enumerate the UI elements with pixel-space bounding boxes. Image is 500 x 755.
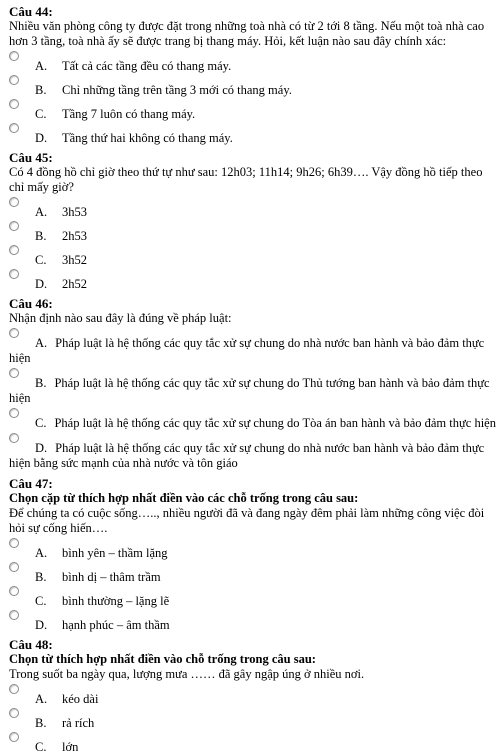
radio-button[interactable] xyxy=(9,684,19,694)
answer-option[interactable] xyxy=(9,51,496,73)
option-letter: B. xyxy=(35,376,47,390)
option-text: rả rích xyxy=(62,716,95,730)
radio-button[interactable] xyxy=(9,123,19,133)
option-letter: C. xyxy=(35,416,47,430)
question-title: Câu 46: xyxy=(9,296,53,311)
option-text: bình thường – lặng lẽ xyxy=(62,594,170,608)
option-letter: B. xyxy=(35,716,47,730)
question-stem: Để chúng ta có cuộc sống….., nhiều người đã và đang ngày đêm phải làm những công việc đòi hỏi sự cống hiến…. xyxy=(9,506,485,535)
question-stem: Nhận định nào sau đây là đúng về pháp luật: xyxy=(9,311,232,325)
answer-option[interactable] xyxy=(9,123,496,145)
radio-button[interactable] xyxy=(9,368,19,378)
option-letter: A. xyxy=(35,546,48,560)
option-text: 2h53 xyxy=(62,229,87,243)
option-letter: B. xyxy=(35,570,47,584)
option-text: Chỉ những tầng trên tầng 3 mới có thang máy. xyxy=(62,83,292,97)
radio-button[interactable] xyxy=(9,708,19,718)
answer-option[interactable] xyxy=(9,610,496,632)
option-text: 3h53 xyxy=(62,205,87,219)
option-letter: C. xyxy=(35,594,47,608)
radio-button[interactable] xyxy=(9,221,19,231)
option-letter: B. xyxy=(35,83,47,97)
option-letter: C. xyxy=(35,740,47,754)
answer-option[interactable] xyxy=(9,684,496,706)
option-text: Tầng 7 luôn có thang máy. xyxy=(62,107,196,121)
answer-option[interactable] xyxy=(9,586,496,608)
question-instruction: Chọn từ thích hợp nhất điền vào chỗ trống trong câu sau: xyxy=(9,652,316,666)
radio-button[interactable] xyxy=(9,99,19,109)
option-text: Pháp luật là hệ thống các quy tắc xử sự chung do nhà nước ban hành và bảo đảm thực hiện xyxy=(9,336,485,365)
radio-button[interactable] xyxy=(9,51,19,61)
option-text: Tầng thứ hai không có thang máy. xyxy=(62,131,233,145)
option-letter: B. xyxy=(35,229,47,243)
question-block xyxy=(9,150,496,291)
option-letter: A. xyxy=(35,59,48,73)
option-text: Pháp luật là hệ thống các quy tắc xử sự chung do Tòa án ban hành và bảo đảm thực hiện xyxy=(54,416,496,430)
radio-button[interactable] xyxy=(9,328,19,338)
option-text: 3h52 xyxy=(62,253,87,267)
answer-option[interactable] xyxy=(9,221,496,243)
option-text: kéo dài xyxy=(62,692,99,706)
radio-button[interactable] xyxy=(9,610,19,620)
radio-button[interactable] xyxy=(9,562,19,572)
option-text: Tất cả các tầng đều có thang máy. xyxy=(62,59,232,73)
question-stem: Có 4 đồng hồ chỉ giờ theo thứ tự như sau: 12h03; 11h14; 9h26; 6h39…. Vậy đồng hồ tiếp theo chỉ mấy giờ? xyxy=(9,165,483,194)
radio-button[interactable] xyxy=(9,732,19,742)
question-block xyxy=(9,4,496,145)
answer-option[interactable] xyxy=(9,75,496,97)
answer-option[interactable] xyxy=(9,562,496,584)
radio-button[interactable] xyxy=(9,538,19,548)
option-text: hạnh phúc – âm thầm xyxy=(62,618,170,632)
radio-button[interactable] xyxy=(9,75,19,85)
answer-option[interactable] xyxy=(9,732,496,754)
radio-button[interactable] xyxy=(9,245,19,255)
question-block xyxy=(9,296,496,471)
question-title: Câu 47: xyxy=(9,476,53,491)
answer-option[interactable] xyxy=(9,328,496,366)
radio-button[interactable] xyxy=(9,197,19,207)
answer-option[interactable] xyxy=(9,433,496,471)
answer-option[interactable] xyxy=(9,245,496,267)
question-stem: Trong suốt ba ngày qua, lượng mưa …… đã gây ngập úng ở nhiều nơi. xyxy=(9,667,365,681)
option-letter: C. xyxy=(35,253,47,267)
radio-button[interactable] xyxy=(9,586,19,596)
option-text: bình dị – thâm trầm xyxy=(62,570,161,584)
answer-option[interactable] xyxy=(9,269,496,291)
option-letter: D. xyxy=(35,277,48,291)
option-letter: A. xyxy=(35,692,48,706)
question-block xyxy=(9,476,496,632)
answer-option[interactable] xyxy=(9,368,496,406)
option-text: 2h52 xyxy=(62,277,87,291)
option-letter: A. xyxy=(35,336,48,350)
option-letter: A. xyxy=(35,205,48,219)
option-text: lớn xyxy=(62,740,79,754)
option-text: Pháp luật là hệ thống các quy tắc xử sự chung do Thủ tướng ban hành và bảo đảm thực hiện xyxy=(9,376,490,405)
answer-option[interactable] xyxy=(9,99,496,121)
option-letter: D. xyxy=(35,131,48,145)
answer-option[interactable] xyxy=(9,408,496,431)
answer-option[interactable] xyxy=(9,538,496,560)
radio-button[interactable] xyxy=(9,433,19,443)
radio-button[interactable] xyxy=(9,269,19,279)
option-letter: C. xyxy=(35,107,47,121)
option-letter: D. xyxy=(35,441,48,455)
question-title: Câu 45: xyxy=(9,150,53,165)
radio-button[interactable] xyxy=(9,408,19,418)
question-instruction: Chọn cặp từ thích hợp nhất điền vào các chỗ trống trong câu sau: xyxy=(9,491,359,505)
answer-option[interactable] xyxy=(9,708,496,730)
option-letter: D. xyxy=(35,618,48,632)
question-title: Câu 44: xyxy=(9,4,53,19)
option-text: bình yên – thầm lặng xyxy=(62,546,168,560)
option-text: Pháp luật là hệ thống các quy tắc xử sự chung do nhà nước ban hành và bảo đảm thực hiện bằng sức mạnh của nhà nước và tôn giáo xyxy=(9,441,485,470)
question-title: Câu 48: xyxy=(9,637,53,652)
question-stem: Nhiều văn phòng công ty được đặt trong những toà nhà có từ 2 tới 8 tầng. Nếu một toà nhà cao hơn 3 tầng, toà nhà ấy sẽ được trang bị thang máy. Hỏi, kết luận nào sau đây chính xác: xyxy=(9,19,485,48)
answer-option[interactable] xyxy=(9,197,496,219)
question-block xyxy=(9,637,496,754)
